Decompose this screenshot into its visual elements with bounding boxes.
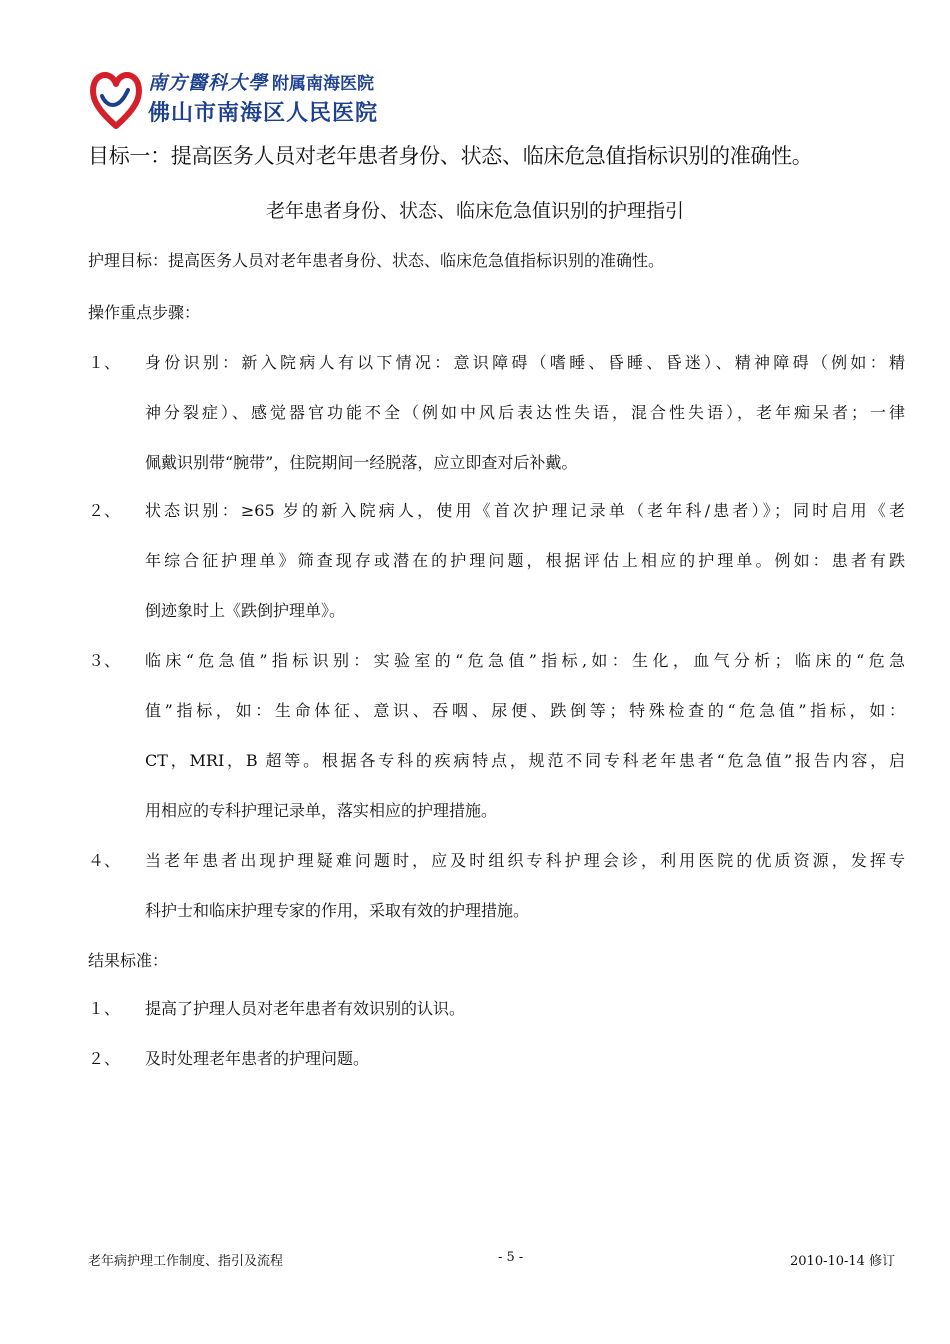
footer-document-name: 老年病护理工作制度、指引及流程 [88, 1254, 284, 1269]
result-text: 及时处理老年患者的护理问题。 [145, 1049, 370, 1068]
logo-university-text: 南方醫科大學 [148, 72, 269, 94]
step-number: ４、 [88, 851, 121, 870]
step-number: ３、 [88, 651, 121, 670]
footer-page-number: - 5 - [498, 1250, 524, 1265]
logo-hospital-name: 佛山市南海区人民医院 [148, 101, 379, 126]
result-number: １、 [88, 999, 121, 1018]
heart-logo-icon [88, 66, 144, 130]
step-line: CT，MRI，B 超等。根据各专科的疾病特点，规范不同专科老年患者“危急值”报告内容，启 [145, 751, 905, 770]
step-line: 状态识别：≥65 岁的新入院病人，使用《首次护理记录单（老年科/患者）》；同时启用《老 [145, 501, 905, 520]
logo-affiliate-text: 附属南海医院 [272, 74, 375, 94]
step-line: 科护士和临床护理专家的作用，采取有效的护理措施。 [145, 901, 530, 920]
steps-heading: 操作重点步骤： [88, 303, 201, 322]
footer-revision-date: 2010-10-14 修订 [790, 1254, 896, 1269]
step-line: 用相应的专科护理记录单，落实相应的护理措施。 [145, 801, 498, 820]
document-title: 老年患者身份、状态、临床危急值识别的护理指引 [265, 200, 684, 222]
result-number: ２、 [88, 1049, 121, 1068]
step-line: 身份识别：新入院病人有以下情况：意识障碍（嗜睡、昏睡、昏迷）、精神障碍（例如：精 [145, 353, 905, 372]
results-heading: 结果标准： [88, 951, 169, 970]
logo-university-name [148, 68, 374, 95]
step-line: 年综合征护理单》筛查现存或潜在的护理问题，根据评估上相应的护理单。例如：患者有跌 [145, 551, 905, 570]
step-line: 值”指标，如：生命体征、意识、吞咽、尿便、跌倒等；特殊检查的“危急值”指标，如： [145, 701, 905, 720]
goal-title: 目标一：提高医务人员对老年患者身份、状态、临床危急值指标识别的准确性。 [88, 144, 813, 168]
step-number: ２、 [88, 501, 121, 520]
step-line: 临床“危急值”指标识别：实验室的“危急值”指标,如：生化，血气分析；临床的“危急 [145, 651, 905, 670]
step-number: １、 [88, 353, 121, 372]
result-text: 提高了护理人员对老年患者有效识别的认识。 [145, 999, 466, 1018]
hospital-logo-header [88, 62, 448, 134]
step-line: 倒迹象时上《跌倒护理单》。 [145, 601, 346, 620]
nursing-goal: 护理目标：提高医务人员对老年患者身份、状态、临床危急值指标识别的准确性。 [88, 251, 665, 270]
step-line: 神分裂症）、感觉器官功能不全（例如中风后表达性失语，混合性失语），老年痴呆者；一律 [145, 403, 905, 422]
step-line: 当老年患者出现护理疑难问题时，应及时组织专科护理会诊，利用医院的优质资源，发挥专 [145, 851, 905, 870]
step-line: 佩戴识别带“腕带”，住院期间一经脱落，应立即查对后补戴。 [145, 453, 578, 472]
